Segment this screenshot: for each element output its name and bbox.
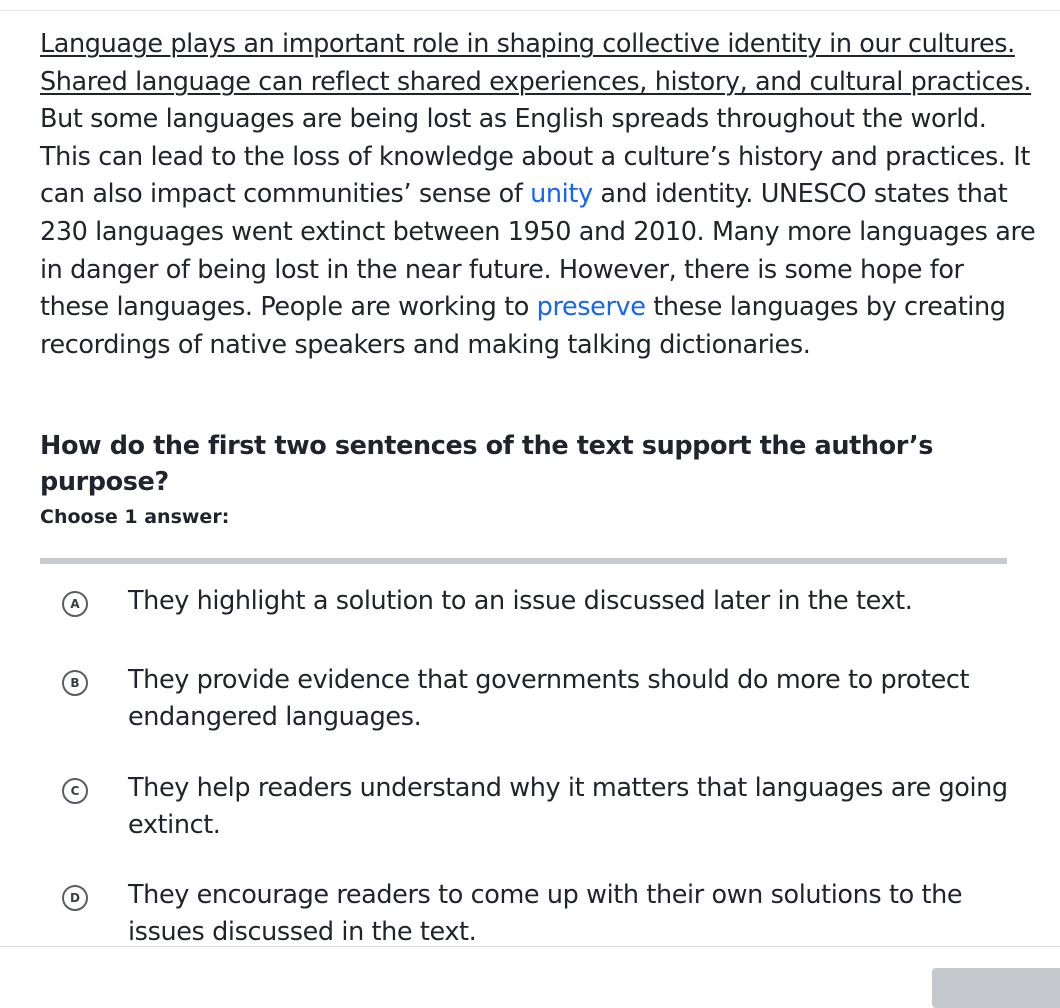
vocab-word-preserve[interactable]: preserve [536, 292, 646, 323]
check-button[interactable] [932, 968, 1060, 1008]
answer-choice-c[interactable] [62, 770, 1042, 843]
choice-d-text[interactable]: They encourage readers to come up with their own solutions to the issues discussed in the text. [128, 880, 963, 947]
choice-b-radio[interactable]: B [62, 670, 88, 696]
underlined-sentences: Language plays an important role in shaping collective identity in our cultures. Shared language can reflect shared experiences, history, and cultural practices. [40, 29, 1032, 97]
answer-choice-a[interactable] [62, 583, 1042, 620]
answer-choice-b[interactable] [62, 662, 1042, 735]
top-divider [0, 10, 1060, 11]
reading-passage [40, 26, 1040, 364]
footer-divider [0, 946, 1060, 947]
choice-b-text[interactable]: They provide evidence that governments should do more to protect endangered languages. [128, 665, 970, 732]
question-prompt: How do the first two sentences of the text support the author’s purpose? [40, 431, 934, 497]
vocab-word-unity[interactable]: unity [530, 179, 593, 210]
choice-a-radio[interactable]: A [62, 591, 88, 617]
choice-c-text[interactable]: They help readers understand why it matters that languages are going extinct. [128, 773, 1008, 840]
choices-divider [40, 558, 1007, 564]
passage-text-2: and identity. UNESCO states that 230 languages went extinct between 1950 and 2010. Many more languages are in danger of being lost in the near future. However, there is some hope for these languages. People are working to [40, 179, 1036, 323]
choice-d-radio[interactable]: D [62, 885, 88, 911]
choice-a-text[interactable]: They highlight a solution to an issue discussed later in the text. [128, 586, 913, 616]
choose-instructions: Choose 1 answer: [40, 506, 230, 528]
passage-text-1: But some languages are being lost as English spreads throughout the world. This can lead to the loss of knowledge about a culture’s history and practices. It can also impact communities’ sense of [40, 104, 1031, 210]
passage-text-3: these languages by creating recordings of native speakers and making talking dictionaries. [40, 292, 1006, 360]
choice-c-radio[interactable]: C [62, 778, 88, 804]
answer-choice-d[interactable] [62, 877, 1042, 950]
